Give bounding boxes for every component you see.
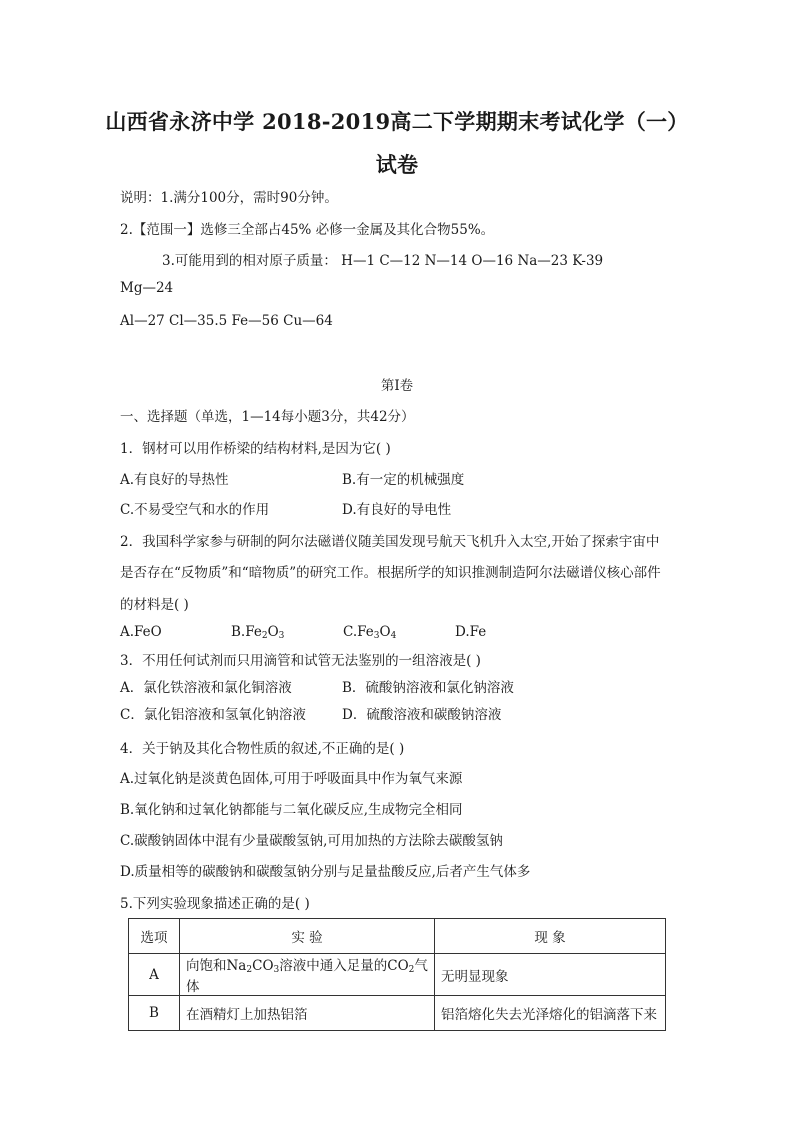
q3-option-a: A．氯化铁溶液和氯化铜溶液 — [120, 680, 292, 696]
q5-table — [128, 918, 666, 1031]
q4-stem: 4．关于钠及其化合物性质的叙述,不正确的是( ) — [120, 741, 405, 757]
table-header-option: 选项 — [129, 919, 180, 954]
q2-stem-line3: 的材料是( ) — [120, 597, 189, 613]
q4-option-a: A.过氧化钠是淡黄色固体,可用于呼吸面具中作为氧气来源 — [120, 771, 463, 787]
row-a-experiment: 向饱和$Na_2CO_3$溶液中通入足量的$CO_2$气体 — [180, 954, 435, 996]
q3-option-c: C．氯化铝溶液和氢氧化钠溶液 — [120, 707, 306, 723]
q2-option-a: A.FeO — [120, 624, 162, 640]
q5-stem: 5.下列实验现象描述正确的是( ) — [120, 896, 310, 912]
table-header-phenomenon: 现 象 — [435, 919, 666, 954]
q4-option-d: D.质量相等的碳酸钠和碳酸氢钠分别与足量盐酸反应,后者产生气体多 — [120, 864, 531, 880]
q2-stem-line2: 是否存在“反物质”和“暗物质”的研究工作。根据所学的知识推测制造阿尔法磁谱仪核心部件 — [120, 565, 661, 581]
q1-option-d: D.有良好的导电性 — [342, 502, 452, 518]
note-3-continued: Mg—24 — [120, 280, 174, 296]
note-3: 3.可能用到的相对原子质量： H—1 C—12 N—14 O—16 Na—23 K-39 — [162, 253, 604, 269]
note-4: Al—27 Cl—35.5 Fe—56 Cu—64 — [120, 313, 333, 329]
table-header-row — [129, 919, 666, 954]
q3-stem: 3．不用任何试剂而只用滴管和试管无法鉴别的一组溶液是( ) — [120, 653, 481, 669]
q1-option-c: C.不易受空气和水的作用 — [120, 502, 270, 518]
q4-option-c: C.碳酸钠固体中混有少量碳酸氢钠,可用加热的方法除去碳酸氢钠 — [120, 833, 503, 849]
q4-option-b: B.氧化钠和过氧化钠都能与二氧化碳反应,生成物完全相同 — [120, 802, 463, 818]
table-row — [129, 954, 666, 996]
row-b-phenomenon: 铝箔熔化失去光泽熔化的铝滴落下来 — [435, 996, 666, 1031]
row-b-experiment: 在酒精灯上加热铝箔 — [180, 996, 435, 1031]
q1-option-a: A.有良好的导热性 — [120, 472, 229, 488]
row-b-option: B — [129, 996, 180, 1031]
note-1: 说明：1.满分100分，需时90分钟。 — [120, 190, 338, 206]
document-title-line1: 山西省永济中学 2018-2019高二下学期期末考试化学（一） — [105, 109, 689, 134]
q2-stem-line1: 2．我国科学家参与研制的阿尔法磁谱仪随美国发现号航天飞机升入太空,开始了探索宇宙中 — [120, 534, 660, 550]
q2-option-b: $B.Fe_2O_3$ — [231, 624, 285, 641]
q2-option-c: $C.Fe_3O_4$ — [343, 624, 397, 641]
section-title: 第Ⅰ卷 — [380, 378, 414, 394]
q2-option-d: D.Fe — [455, 624, 487, 640]
document-title-line2: 试卷 — [375, 152, 419, 177]
table-header-experiment: 实 验 — [180, 919, 435, 954]
q1-stem: 1．钢材可以用作桥梁的结构材料,是因为它( ) — [120, 441, 391, 457]
table-row — [129, 996, 666, 1031]
q3-option-d: D．硫酸溶液和碳酸钠溶液 — [342, 707, 502, 723]
q1-option-b: B.有一定的机械强度 — [342, 472, 465, 488]
row-a-phenomenon: 无明显现象 — [435, 954, 666, 996]
note-2: 2.【范围一】选修三全部占45% 必修一金属及其化合物55%。 — [120, 222, 495, 238]
row-a-option: A — [129, 954, 180, 996]
section-heading: 一、选择题（单选，1—14每小题3分，共42分） — [120, 409, 415, 425]
q3-option-b: B．硫酸钠溶液和氯化钠溶液 — [342, 680, 514, 696]
